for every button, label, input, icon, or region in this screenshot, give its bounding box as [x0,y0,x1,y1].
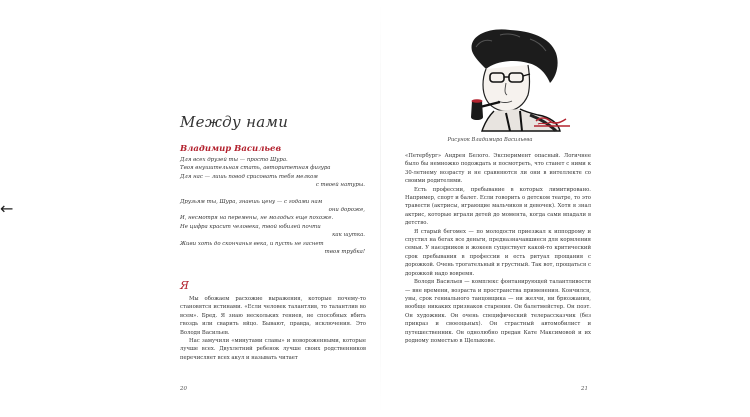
poem-line: Для всех друзей ты — просто Шура. [180,157,288,163]
left-page [160,0,380,417]
poem [180,156,365,256]
poem-line: как шутка. [332,232,365,239]
paragraph: Нас замучили «минутами славы» и новороженными, которые лучше всех. Двухлетний ребенок лучше своих родственников перечисляет всех акул и называть читает [180,338,366,361]
poem-line: с твоей натуры. [315,182,365,189]
poem-line: И, несмотря на перемены, не молодых еще похоже. [180,215,334,222]
poem-line: Для нас — лишь повод срисовать тебя мелком [180,173,318,180]
right-page [380,0,600,417]
left-body-text [180,295,366,362]
poem-line [180,190,365,198]
portrait-caption: Рисунок Владимира Васильева [447,137,533,143]
right-body-text [405,152,591,345]
back-arrow-icon[interactable]: ← [0,199,14,218]
section-title: Между нами [180,113,289,131]
paragraph: Есть профессии, пребывание в которых лимитировано. Например, спорт и балет. Если говорить о детском театре, то это травести (актрисы, играющие мальчиков и девочек). Хотя я знал актрис, которые играли детей до момента, когда сами впадали в детство. [405,186,591,227]
poem-line: Не цифра красит человека, твой юбилей почти [180,223,321,230]
poem-line: Живи хоть до скончанья века, и пусть не гаснет [180,240,324,247]
poem-line: твоя трубка! [324,249,365,256]
paragraph: Володя Васильев — комплекс фонтанирующей талантливости — вне времени, возраста и пространства применения. Кончился, увы, срок гениального танцовщика — ни желчи, ни брюзжания, вообще никаких признаков старения. Он балетмейстер. Он поэт. Он художник. Он очень специфический телерассказчик (без прикраз и своеоцьных). Он страстный автомобилист и путешественник. Он однолюбно предан Кате Максимовой и их родному поместью в Щелыкове. [405,279,591,344]
dropcap-heading: Я [180,279,189,292]
poem-line: Друзьям ты, Шура, знаешь цену — с годами нам [180,198,323,205]
book-spread [160,0,600,417]
page-number-left: 20 [180,386,187,392]
pipe-smoker-portrait-icon [410,25,590,133]
poem-line: Твоя внушительная стать, авторитетная фигура [180,165,331,172]
poem-line: они дороже, [328,207,365,214]
paragraph: Мы обожаем расхожие выражения, которые почему-то становятся истинами. «Если человек талантлив, то талантлив во всем». Бред. Я знаю нескольких гениев, не способных вбить гвоздь или сварить яйцо. Бывают, правда, исключения. Это Володя Васильев. [180,296,366,336]
poem-author: Владимир Васильев [180,144,282,154]
paragraph: «Петербург» Андрея Белого. Эксперимент опасный. Логичнее было бы немножко подождать и посмотреть, что станет с ними к 30-летнему возрасту и не сравняются ли они в интеллекте со своими родителями. [405,153,591,185]
page-number-right: 21 [581,386,588,392]
paragraph: Я старый бегомех — по молодости приезжал к ипподрому и спустил на бегах все деньги, предназначавшиеся для кормления семьи. У наездников и жокеев существует какой-то критический срок пребывания в профессии и есть ритуал прощания с дорожкой. Очень трогательный и грустный. Так вот, прощаться с дорожкой надо вовремя. [405,228,591,277]
